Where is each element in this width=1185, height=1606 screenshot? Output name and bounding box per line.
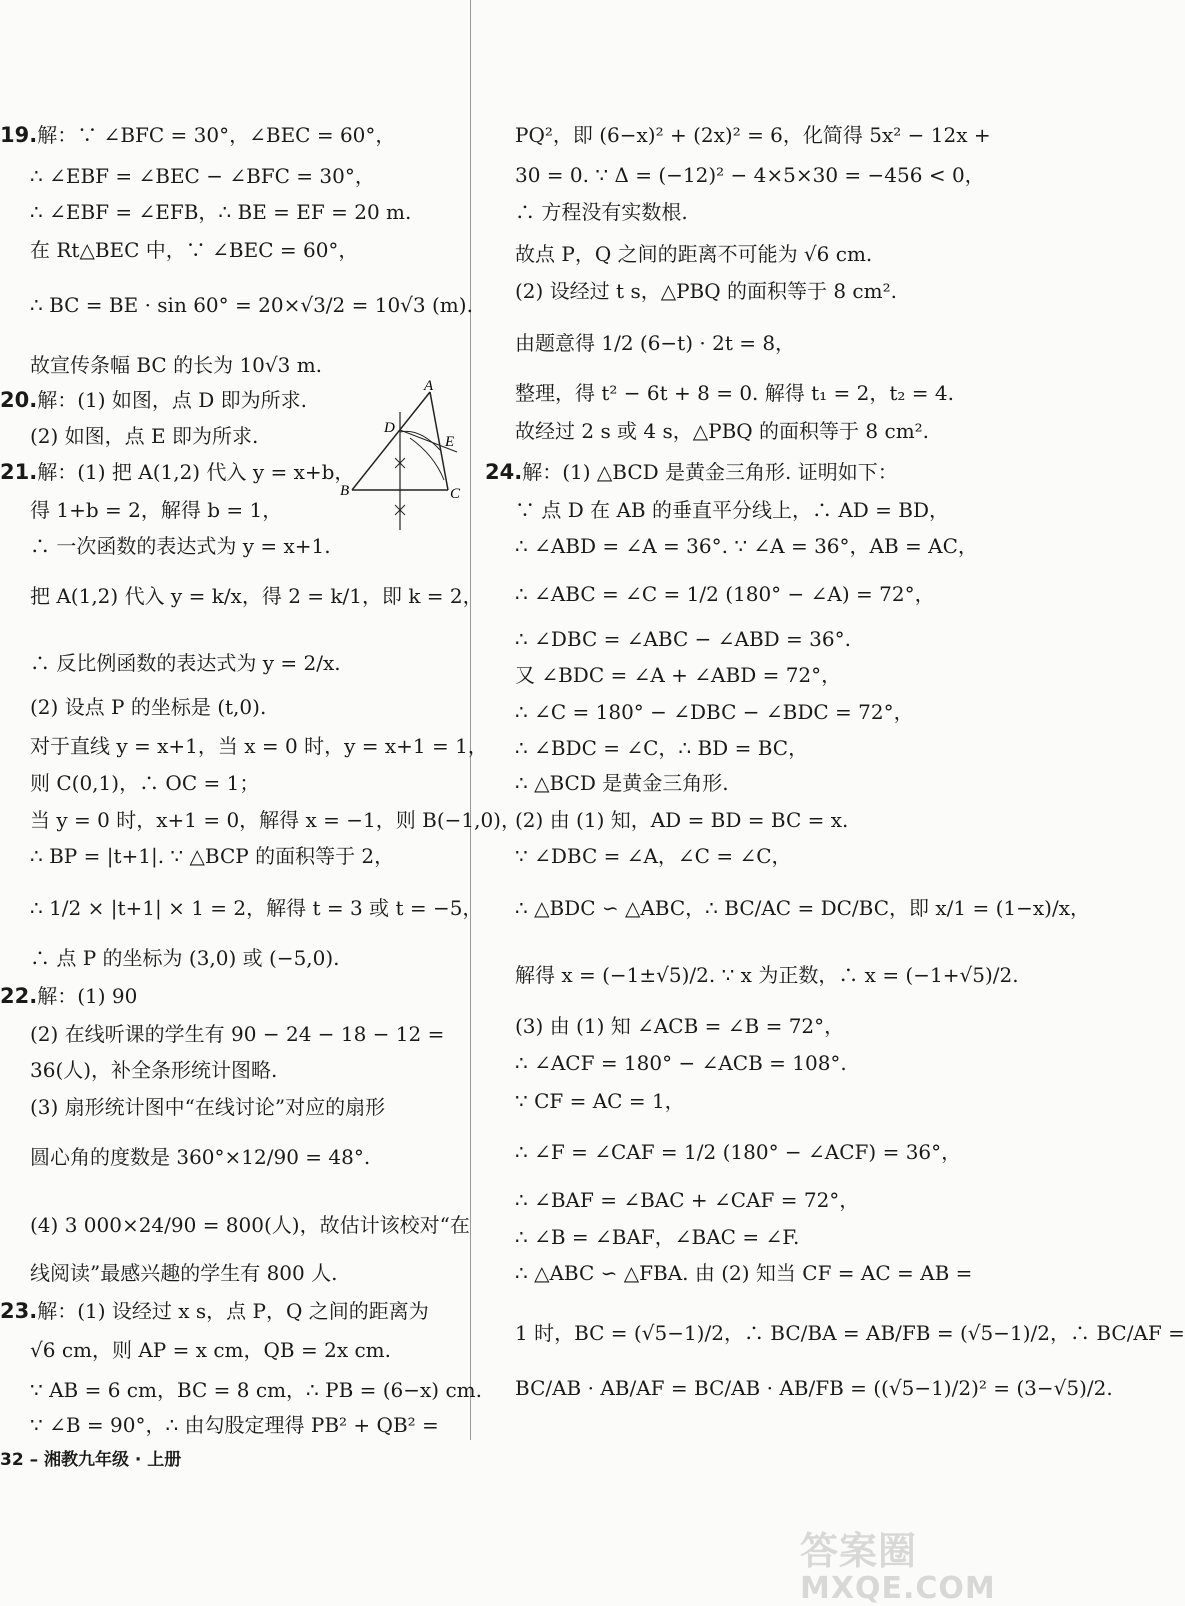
problem-text: 解：(1) 设经过 x s，点 P，Q 之间的距离为 (37, 1299, 429, 1323)
problem-text: 解：(1) △BCD 是黄金三角形. 证明如下： (522, 460, 898, 484)
text-line: 36(人)，补全条形统计图略. (30, 1058, 278, 1082)
text-line: (2) 如图，点 E 即为所求. (30, 424, 259, 448)
text-line: ∴ 1/2 × |t+1| × 1 = 2，解得 t = 3 或 t = −5， (30, 896, 483, 920)
text-line: 故经过 2 s 或 4 s，△PBQ 的面积等于 8 cm². (515, 419, 930, 443)
text-line: ∵ AB = 6 cm，BC = 8 cm，∴ PB = (6−x) cm. (30, 1378, 482, 1402)
text-line: ∴ ∠EBF = ∠BEC − ∠BFC = 30°， (30, 164, 375, 188)
problem-number: 21. (0, 460, 38, 484)
text-line: 1 时，BC = (√5−1)/2，∴ BC/BA = AB/FB = (√5−1)/2，∴ BC/AF = (515, 1321, 1185, 1345)
text-line (0, 1298, 429, 1324)
text-line: (2) 设经过 t s，△PBQ 的面积等于 8 cm². (515, 279, 897, 303)
text-line: ∴ ∠ACF = 180° − ∠ACB = 108°. (515, 1051, 847, 1075)
text-line: (2) 由 (1) 知，AD = BD = BC = x. (515, 808, 849, 832)
text-line: ∵ CF = AC = 1， (515, 1089, 685, 1113)
text-line (0, 983, 137, 1009)
problem-number: 20. (0, 388, 38, 412)
text-line: ∴ 反比例函数的表达式为 y = 2/x. (30, 651, 341, 675)
label-a: A (424, 378, 434, 394)
text-line: 由题意得 1/2 (6−t) · 2t = 8， (515, 331, 796, 355)
text-line: (2) 设点 P 的坐标是 (t,0). (30, 695, 267, 719)
text-line: √6 cm，则 AP = x cm，QB = 2x cm. (30, 1338, 391, 1362)
text-line: PQ²，即 (6−x)² + (2x)² = 6，化简得 5x² − 12x + (515, 123, 991, 147)
label-e: E (445, 434, 455, 450)
text-line: (3) 由 (1) 知 ∠ACB = ∠B = 72°， (515, 1014, 845, 1038)
text-line: 故宣传条幅 BC 的长为 10√3 m. (30, 353, 323, 377)
text-line: 对于直线 y = x+1，当 x = 0 时，y = x+1 = 1， (30, 734, 488, 758)
text-line: ∴ ∠BDC = ∠C，∴ BD = BC， (515, 736, 809, 760)
text-line: ∴ ∠DBC = ∠ABC − ∠ABD = 36°. (515, 627, 851, 651)
triangle-construction-figure (340, 380, 465, 530)
problem-text: 解：(1) 把 A(1,2) 代入 y = x+b， (37, 460, 355, 484)
text-line: (2) 在线听课的学生有 90 − 24 − 18 − 12 = (30, 1022, 445, 1046)
problem-number: 24. (485, 460, 523, 484)
text-line: ∴ ∠F = ∠CAF = 1/2 (180° − ∠ACF) = 36°， (515, 1140, 962, 1164)
text-line: 30 = 0. ∵ Δ = (−12)² − 4×5×30 = −456 < 0， (515, 163, 985, 187)
text-line: ∵ ∠DBC = ∠A，∠C = ∠C， (515, 844, 792, 868)
text-line (485, 459, 898, 485)
text-line (0, 459, 354, 485)
text-line: ∴ △BCD 是黄金三角形. (515, 771, 729, 795)
text-line: ∴ ∠C = 180° − ∠DBC − ∠BDC = 72°， (515, 700, 914, 724)
text-line: (4) 3 000×24/90 = 800(人)，故估计该校对“在 (30, 1213, 470, 1237)
text-line: 解得 x = (−1±√5)/2. ∵ x 为正数，∴ x = (−1+√5)/2. (515, 963, 1019, 987)
text-line: ∵ ∠B = 90°，∴ 由勾股定理得 PB² + QB² = (30, 1413, 439, 1437)
watermark-line2: MXQE.COM (800, 1571, 996, 1606)
problem-text: 解：(1) 如图，点 D 即为所求. (37, 388, 307, 412)
label-d: D (384, 420, 395, 436)
text-line: 当 y = 0 时，x+1 = 0，解得 x = −1，则 B(−1,0)， (30, 808, 521, 832)
text-line: ∴ ∠B = ∠BAF，∠BAC = ∠F. (515, 1225, 800, 1249)
text-line: ∴ 一次函数的表达式为 y = x+1. (30, 534, 331, 558)
text-line: ∴ ∠BAF = ∠BAC + ∠CAF = 72°， (515, 1188, 860, 1212)
problem-text: 解：∵ ∠BFC = 30°，∠BEC = 60°， (37, 123, 396, 147)
text-line: ∴ ∠EBF = ∠EFB，∴ BE = EF = 20 m. (30, 200, 412, 224)
problem-number: 19. (0, 123, 38, 147)
problem-text: 解：(1) 90 (37, 984, 138, 1008)
text-line: 又 ∠BDC = ∠A + ∠ABD = 72°， (515, 663, 842, 687)
text-line: ∴ △BDC ∽ △ABC，∴ BC/AC = DC/BC，即 x/1 = (1−x)/x， (515, 896, 1090, 920)
text-line: 线阅读”最感兴趣的学生有 800 人. (30, 1261, 338, 1285)
watermark-line1: 答案圈 (800, 1529, 918, 1573)
left-column (0, 0, 521, 1440)
text-line: ∴ BC = BE · sin 60° = 20×√3/2 = 10√3 (m). (30, 293, 473, 317)
problem-number: 23. (0, 1299, 38, 1323)
text-line: 得 1+b = 2，解得 b = 1， (30, 498, 283, 522)
text-line (0, 122, 395, 148)
text-line: (3) 扇形统计图中“在线讨论”对应的扇形 (30, 1095, 386, 1119)
text-line: ∴ 点 P 的坐标为 (3,0) 或 (−5,0). (30, 946, 340, 970)
problem-number: 22. (0, 984, 38, 1008)
text-line: ∵ 点 D 在 AB 的垂直平分线上，∴ AD = BD， (515, 498, 950, 522)
page-footer: 32 – 湘教九年级 · 上册 (0, 1450, 182, 1470)
watermark (800, 1520, 996, 1606)
text-line: ∴ △ABC ∽ △FBA. 由 (2) 知当 CF = AC = AB = (515, 1261, 973, 1285)
text-line: 则 C(0,1)，∴ OC = 1； (30, 771, 260, 795)
label-b: B (340, 483, 350, 499)
text-line: ∴ 方程没有实数根. (515, 200, 688, 224)
label-c: C (450, 486, 461, 502)
text-line: 把 A(1,2) 代入 y = k/x，得 2 = k/1，即 k = 2， (30, 584, 483, 608)
text-line: 在 Rt△BEC 中，∵ ∠BEC = 60°， (30, 238, 359, 262)
text-line: ∴ ∠ABD = ∠A = 36°. ∵ ∠A = 36°，AB = AC， (515, 534, 978, 558)
text-line: ∴ ∠ABC = ∠C = 1/2 (180° − ∠A) = 72°， (515, 582, 935, 606)
text-line (0, 387, 307, 413)
text-line: 整理，得 t² − 6t + 8 = 0. 解得 t₁ = 2，t₂ = 4. (515, 381, 954, 405)
text-line: 故点 P，Q 之间的距离不可能为 √6 cm. (515, 242, 873, 266)
text-line: ∴ BP = |t+1|. ∵ △BCP 的面积等于 2， (30, 844, 395, 868)
text-line: BC/AB · AB/AF = BC/AB · AB/FB = ((√5−1)/2)² = (3−√5)/2. (515, 1376, 1113, 1400)
text-line: 圆心角的度数是 360°×12/90 = 48°. (30, 1145, 371, 1169)
